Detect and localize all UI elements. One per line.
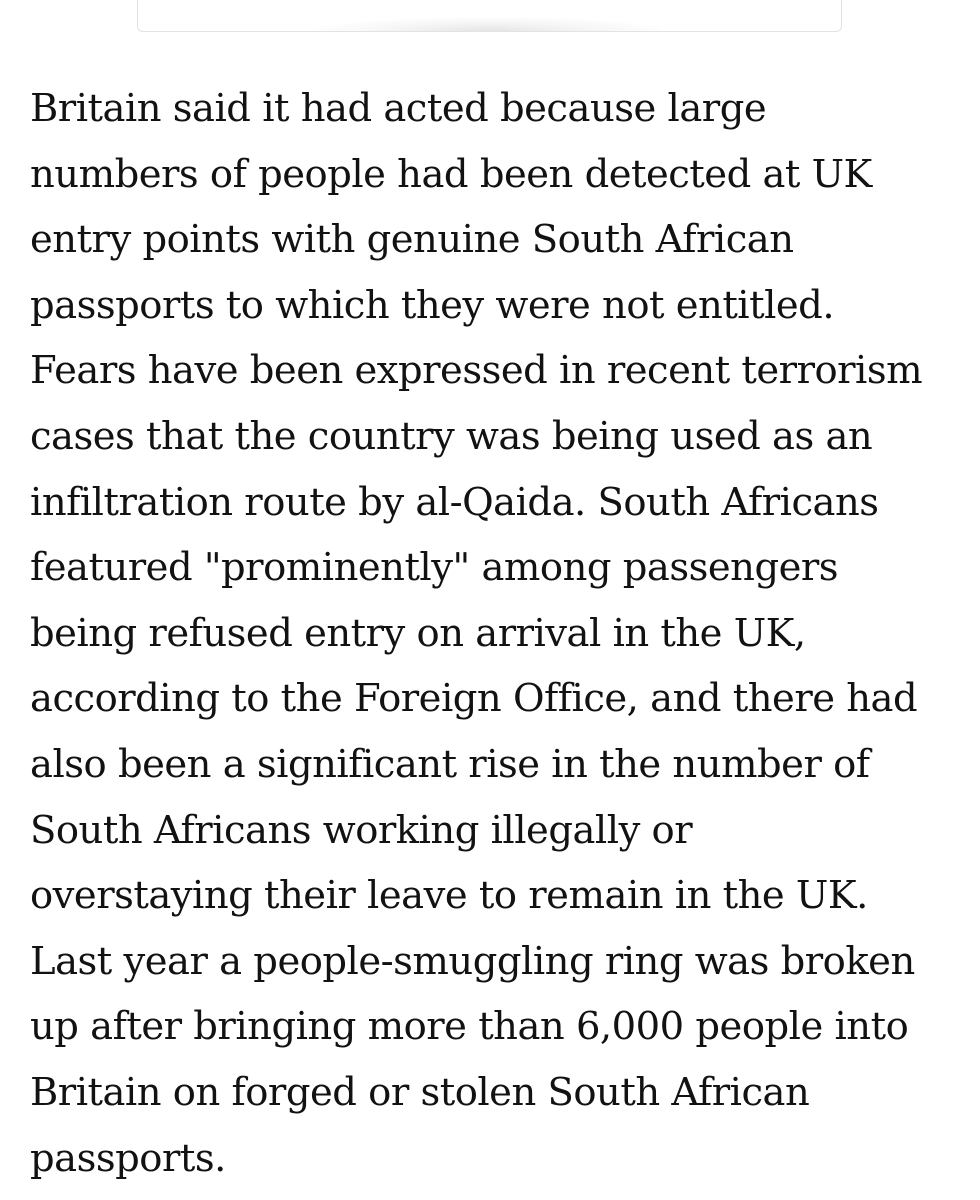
paragraph-line: according to the Foreign Office, and there had (30, 676, 918, 722)
embed-card-shadow (318, 17, 661, 31)
paragraph-line: also been a significant rise in the number of (30, 741, 870, 787)
paragraph-line: Last year a people-smuggling ring was broken (30, 938, 915, 984)
paragraph-line: cases that the country was being used as an (30, 413, 873, 459)
paragraph-line: Britain said it had acted because large (30, 86, 767, 131)
embedded-media-card (137, 0, 842, 32)
paragraph-line: passports. (30, 1135, 226, 1181)
paragraph-line: being refused entry on arrival in the UK, (30, 610, 806, 656)
paragraph-line: overstaying their leave to remain in the UK. (30, 873, 868, 919)
paragraph-line: featured "prominently" among passengers (30, 545, 839, 591)
paragraph-line: Fears have been expressed in recent terrorism (30, 348, 923, 394)
paragraph-line: passports to which they were not entitled. (30, 282, 835, 328)
paragraph-line: Britain on forged or stolen South African (30, 1069, 810, 1115)
paragraph-line: numbers of people had been detected at UK (30, 151, 872, 197)
article-paragraph (30, 76, 965, 1191)
paragraph-line: South Africans working illegally or (30, 807, 693, 853)
paragraph-line: infiltration route by al-Qaida. South Africans (30, 479, 879, 525)
paragraph-line: up after bringing more than 6,000 people into (30, 1004, 909, 1050)
paragraph-line: entry points with genuine South African (30, 217, 794, 263)
